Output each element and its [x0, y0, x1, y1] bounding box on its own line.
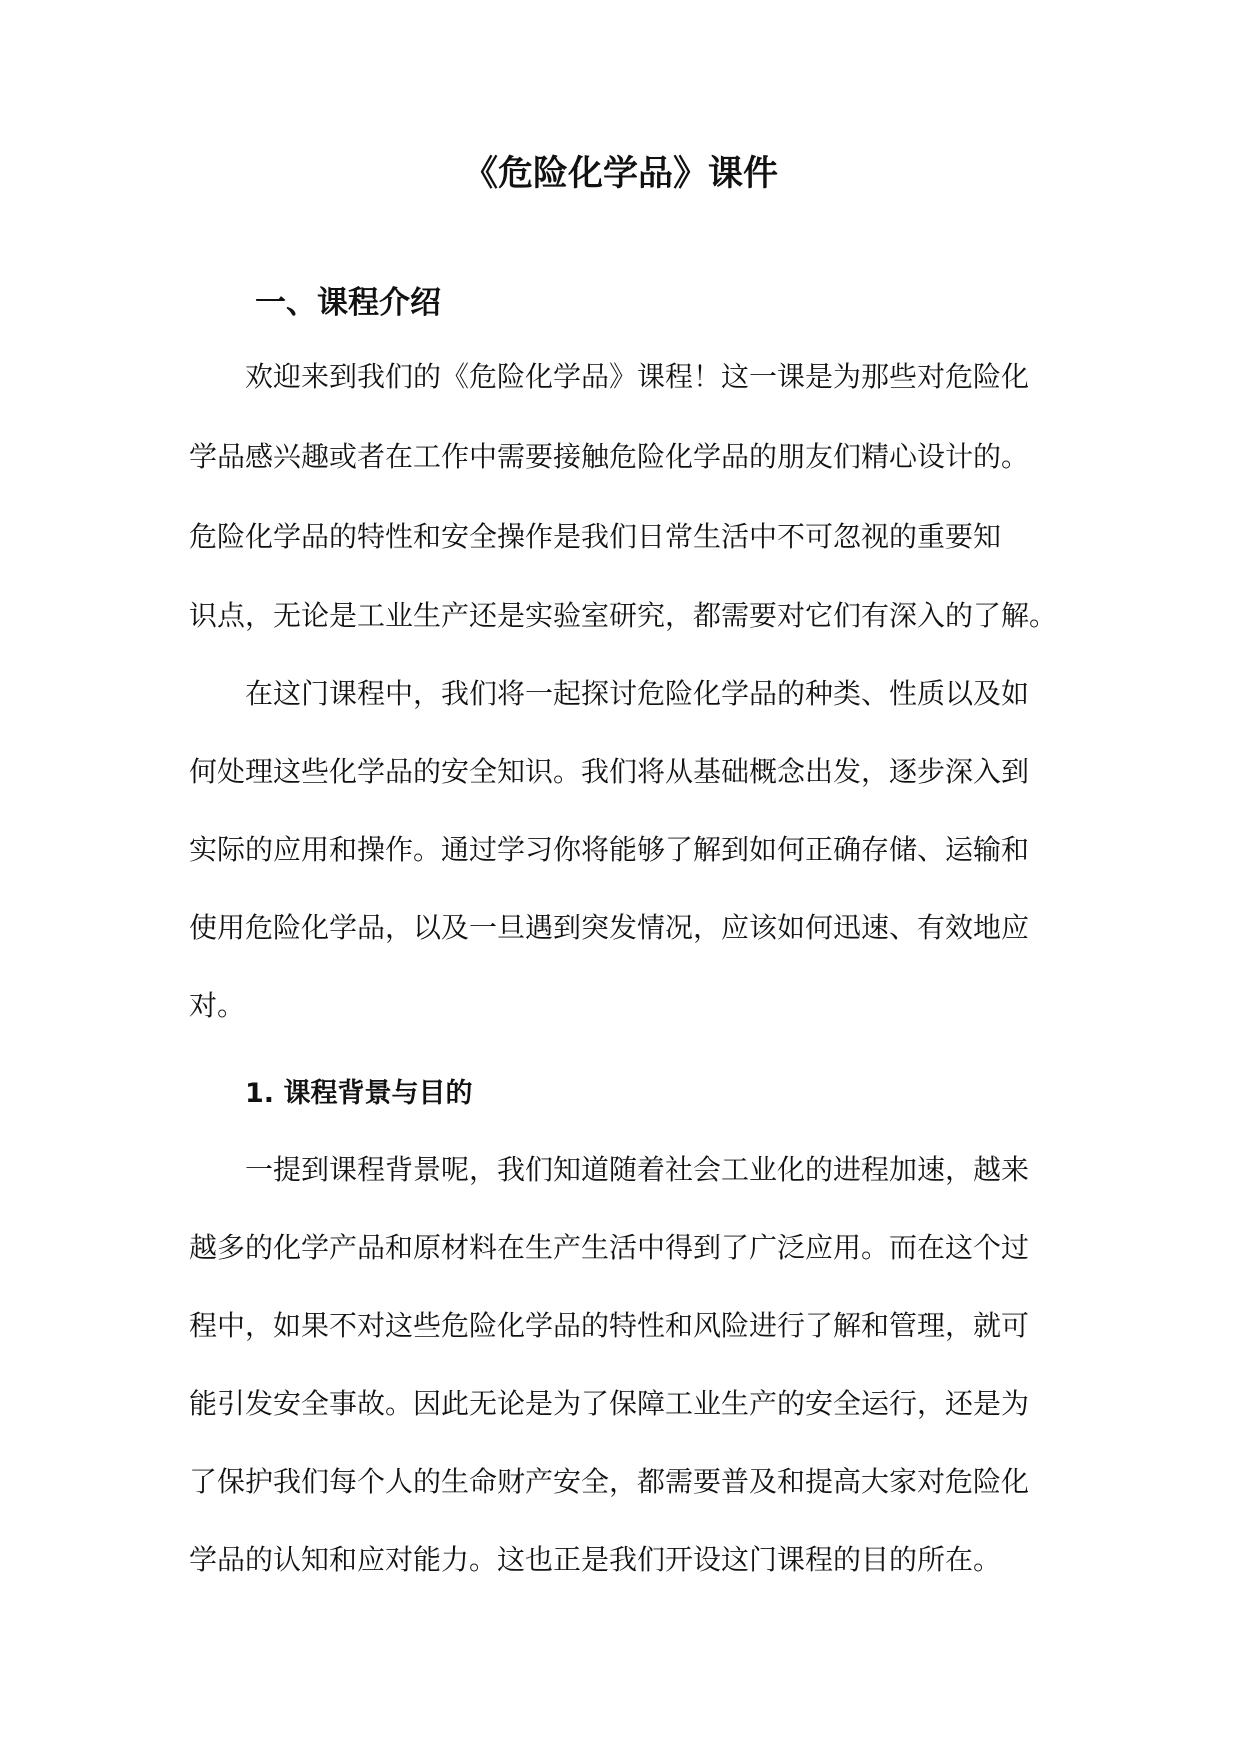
paragraph-line: 使用危险化学品，以及一旦遇到突发情况，应该如何迅速、有效地应	[189, 911, 1030, 944]
paragraph-line: 越多的化学产品和原材料在生产生活中得到了广泛应用。而在这个过	[189, 1231, 1030, 1264]
paragraph-line: 学品感兴趣或者在工作中需要接触危险化学品的朋友们精心设计的。	[189, 440, 1030, 473]
subsection-heading-background-purpose: 1. 课程背景与目的	[245, 1078, 473, 1109]
paragraph-line: 程中，如果不对这些危险化学品的特性和风险进行了解和管理，就可	[189, 1309, 1030, 1342]
paragraph-line: 了保护我们每个人的生命财产安全，都需要普及和提高大家对危险化	[189, 1465, 1030, 1498]
paragraph-line: 欢迎来到我们的《危险化学品》课程！这一课是为那些对危险化	[245, 360, 1030, 393]
paragraph-line: 在这门课程中，我们将一起探讨危险化学品的种类、性质以及如	[245, 677, 1030, 710]
paragraph-line: 一提到课程背景呢，我们知道随着社会工业化的进程加速，越来	[245, 1153, 1030, 1186]
section-heading-course-intro: 一、课程介绍	[255, 285, 441, 321]
document-title: 《危险化学品》课件	[462, 154, 778, 194]
paragraph-line: 实际的应用和操作。通过学习你将能够了解到如何正确存储、运输和	[189, 833, 1030, 866]
paragraph-line: 危险化学品的特性和安全操作是我们日常生活中不可忽视的重要知	[189, 520, 1002, 553]
paragraph-line: 学品的认知和应对能力。这也正是我们开设这门课程的目的所在。	[189, 1543, 1002, 1576]
paragraph-line: 对。	[189, 989, 246, 1022]
paragraph-line: 何处理这些化学品的安全知识。我们将从基础概念出发，逐步深入到	[189, 755, 1030, 788]
paragraph-line: 能引发安全事故。因此无论是为了保障工业生产的安全运行，还是为	[189, 1387, 1030, 1420]
paragraph-line: 识点，无论是工业生产还是实验室研究，都需要对它们有深入的了解。	[189, 599, 1058, 632]
